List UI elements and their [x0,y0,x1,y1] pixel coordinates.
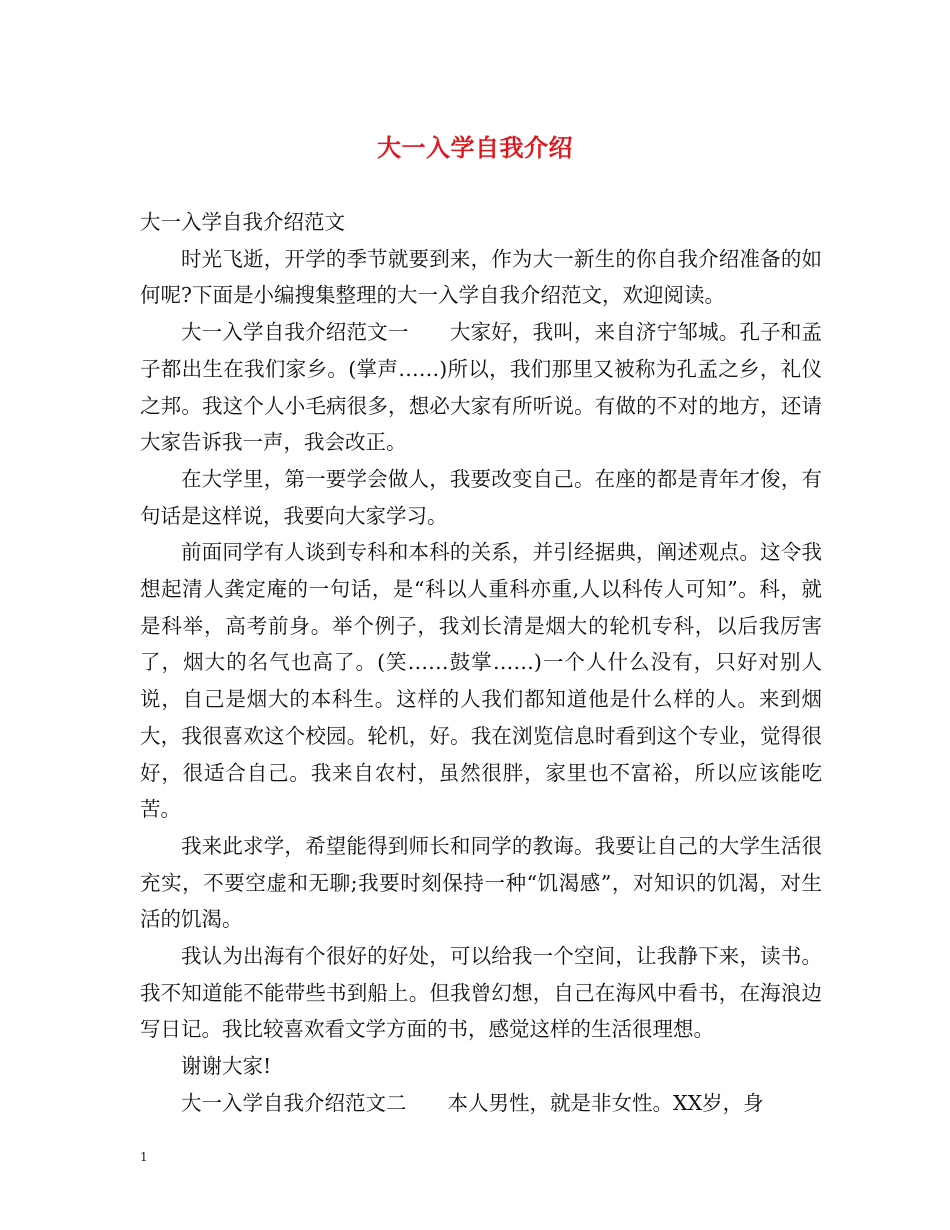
page-number: 1 [140,1150,148,1164]
paragraph: 时光飞逝，开学的季节就要到来，作为大一新生的你自我介绍准备的如何呢?下面是小编搜集整理的大一入学自我介绍范文，欢迎阅读。 [140,246,822,308]
paragraph: 大一入学自我介绍范文一 大家好，我叫，来自济宁邹城。孔子和孟子都出生在我们家乡。(掌声……)所以，我们那里又被称为孔孟之乡，礼仪之邦。我这个人小毛病很多，想必大家有所听说。有做的不对的地方，还请大家告诉我一声，我会改正。 [140,320,822,455]
paragraph: 谢谢大家! [181,1054,272,1079]
section-heading: 大一入学自我介绍范文 [140,210,345,234]
document-title: 大一入学自我介绍 [377,133,573,162]
paragraph: 前面同学有人谈到专科和本科的关系，并引经据典，阐述观点。这令我想起清人龚定庵的一句话，是“科以人重科亦重,人以科传人可知”。科，就是科举，高考前身。举个例子，我刘长清是烟大的轮机专科，以后我厉害了，烟大的名气也高了。(笑……鼓掌……)一个人什么没有，只好对别人说，自己是烟大的本科生。这样的人我们都知道他是什么样的人。来到烟大，我很喜欢这个校园。轮机，好。我在浏览信息时看到这个专业，觉得很好，很适合自己。我来自农村，虽然很胖，家里也不富裕，所以应该能吃苦。 [140,540,822,822]
document-body [140,204,822,1122]
paragraph: 我来此求学，希望能得到师长和同学的教诲。我要让自己的大学生活很充实，不要空虚和无聊;我要时刻保持一种“饥渴感”，对知识的饥渴，对生活的饥渴。 [140,833,822,932]
paragraph: 在大学里，第一要学会做人，我要改变自己。在座的都是青年才俊，有句话是这样说，我要向大家学习。 [140,466,822,528]
paragraph: 我认为出海有个很好的好处，可以给我一个空间，让我静下来，读书。我不知道能不能带些书到船上。但我曾幻想，自己在海风中看书，在海浪边写日记。我比较喜欢看文学方面的书，感觉这样的生活很理想。 [140,944,822,1042]
paragraph: 大一入学自我介绍范文二 本人男性，就是非女性。XX岁，身 [181,1090,764,1115]
